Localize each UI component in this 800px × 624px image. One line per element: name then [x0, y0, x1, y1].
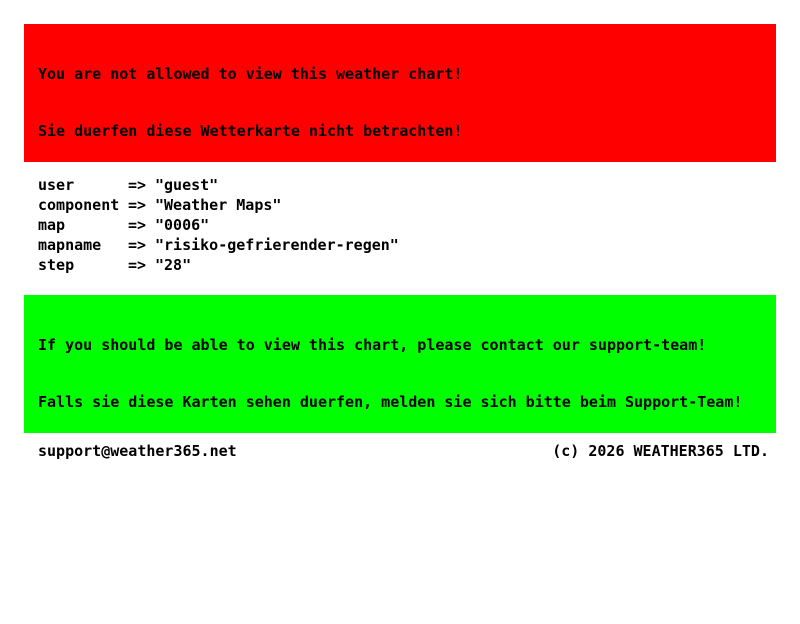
support-message-en: If you should be able to view this chart, please contact our support-team! — [38, 336, 707, 354]
detail-value: "Weather Maps" — [155, 196, 282, 214]
request-details — [38, 175, 800, 275]
detail-key: mapname — [38, 236, 102, 254]
detail-key: component — [38, 196, 120, 214]
detail-row-component — [38, 195, 800, 215]
error-message-de: Sie duerfen diese Wetterkarte nicht betrachten! — [38, 122, 463, 140]
detail-value: "guest" — [155, 176, 219, 194]
copyright-notice: (c) 2026 WEATHER365 LTD. — [552, 442, 769, 460]
detail-row-user — [38, 175, 800, 195]
footer — [38, 441, 769, 461]
detail-row-step — [38, 255, 800, 275]
support-message-de: Falls sie diese Karten sehen duerfen, melden sie sich bitte beim Support-Team! — [38, 393, 743, 411]
arrow-glyph: => — [128, 196, 147, 214]
detail-key: user — [38, 176, 75, 194]
arrow-glyph: => — [128, 256, 147, 274]
error-message-en: You are not allowed to view this weather chart! — [38, 65, 463, 83]
arrow-glyph: => — [128, 216, 147, 234]
error-banner — [24, 24, 776, 162]
arrow-glyph: => — [128, 176, 147, 194]
detail-value: "0006" — [155, 216, 210, 234]
detail-value: "risiko-gefrierender-regen" — [155, 236, 399, 254]
arrow-glyph: => — [128, 236, 147, 254]
detail-value: "28" — [155, 256, 192, 274]
support-email: support@weather365.net — [38, 442, 237, 460]
detail-row-map — [38, 215, 800, 235]
detail-key: map — [38, 216, 66, 234]
support-banner — [24, 295, 776, 433]
detail-row-mapname — [38, 235, 800, 255]
detail-key: step — [38, 256, 75, 274]
